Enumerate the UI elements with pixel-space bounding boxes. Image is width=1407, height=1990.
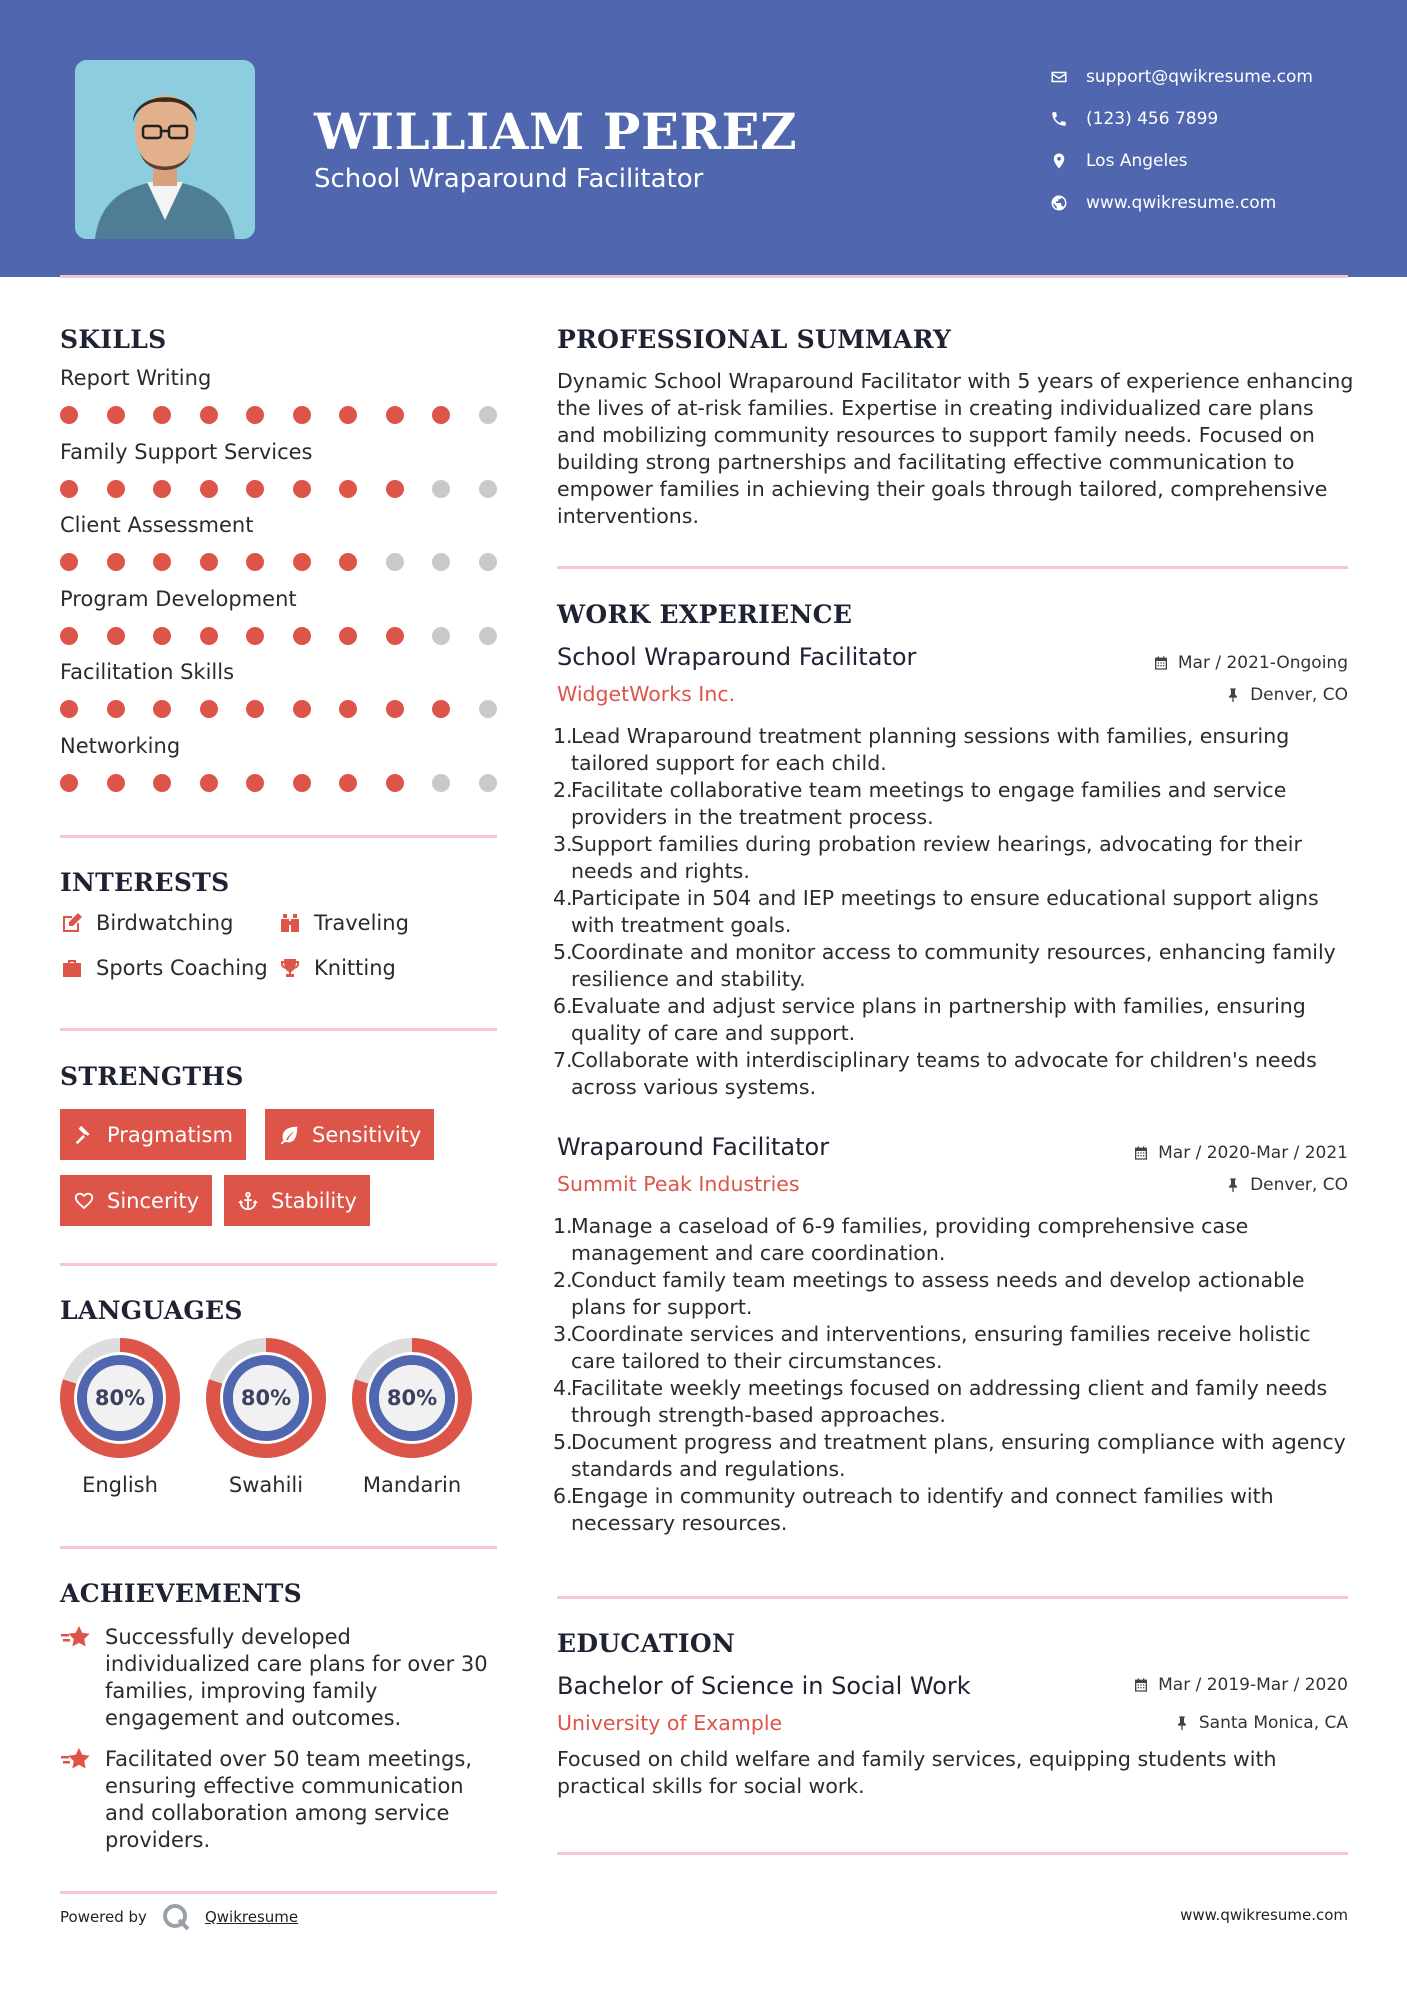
rating-dot-filled — [153, 406, 171, 424]
footer-powered-by — [60, 1902, 298, 1932]
strength-tag — [224, 1175, 370, 1226]
job-dates-text: Mar / 2021-Ongoing — [1177, 653, 1348, 673]
contact-text: www.qwikresume.com — [1086, 193, 1277, 213]
rating-dot-filled — [153, 627, 171, 645]
rating-dot-filled — [246, 627, 264, 645]
section-divider — [557, 1596, 1348, 1599]
strength-label: Pragmatism — [107, 1122, 233, 1147]
calendar-icon — [1133, 1677, 1149, 1693]
skill-rating — [60, 700, 525, 718]
item-text: Conduct family team meetings to assess needs and develop actionable plans for support. — [571, 1268, 1305, 1319]
skill-rating — [60, 774, 525, 792]
person-illustration — [75, 60, 255, 239]
rating-dot-filled — [386, 480, 404, 498]
interest-item — [60, 911, 233, 935]
experience-heading: WORK EXPERIENCE — [557, 600, 853, 629]
rating-dot-filled — [339, 553, 357, 571]
education-dates-text: Mar / 2019-Mar / 2020 — [1158, 1675, 1348, 1695]
star-award-icon — [60, 1744, 92, 1776]
rating-dot-filled — [386, 774, 404, 792]
skill-name: Facilitation Skills — [60, 660, 235, 684]
rating-dot-filled — [200, 406, 218, 424]
rating-dot-filled — [60, 480, 78, 498]
job-location — [1225, 685, 1348, 705]
anchor-icon — [237, 1190, 259, 1212]
responsibility-item — [553, 1483, 1357, 1537]
rating-dot-filled — [60, 627, 78, 645]
rating-dot-filled — [60, 700, 78, 718]
item-text: Facilitate weekly meetings focused on addressing client and family needs through strength-based approaches. — [571, 1376, 1328, 1427]
item-number: 5. — [553, 1430, 573, 1454]
job-location-text: Denver, CO — [1250, 685, 1348, 705]
rating-dot-filled — [293, 480, 311, 498]
degree-title: Bachelor of Science in Social Work — [557, 1672, 971, 1700]
phone-icon — [1050, 110, 1086, 128]
pin-icon — [1225, 1177, 1241, 1193]
item-number: 7. — [553, 1048, 573, 1072]
language-name: Mandarin — [362, 1473, 462, 1497]
profile-photo — [75, 60, 255, 239]
rating-dot-filled — [107, 774, 125, 792]
calendar-icon — [1153, 655, 1169, 671]
summary-heading: PROFESSIONAL SUMMARY — [557, 325, 952, 354]
skill-name: Family Support Services — [60, 439, 313, 464]
responsibility-item — [553, 1267, 1357, 1321]
rating-dot-filled — [293, 774, 311, 792]
education-heading: EDUCATION — [557, 1629, 736, 1658]
job-dates — [1153, 653, 1348, 673]
language-percent: 80% — [94, 1386, 146, 1410]
language-name: Swahili — [228, 1473, 304, 1497]
item-number: 3. — [553, 1322, 573, 1346]
leaf-icon — [278, 1124, 300, 1146]
heart-icon — [73, 1190, 95, 1212]
interest-item — [278, 911, 409, 935]
rating-dot-filled — [293, 627, 311, 645]
rating-dot-filled — [386, 627, 404, 645]
rating-dot-filled — [339, 700, 357, 718]
item-text: Facilitate collaborative team meetings to engage families and service providers in the treatment process. — [571, 778, 1287, 829]
rating-dot-filled — [200, 774, 218, 792]
powered-by-text: Powered by — [60, 1908, 147, 1926]
language-item — [205, 1337, 327, 1497]
rating-dot-filled — [153, 553, 171, 571]
rating-dot-filled — [432, 406, 450, 424]
skills-heading: SKILLS — [60, 325, 167, 354]
rating-dot-filled — [293, 553, 311, 571]
item-number: 2. — [553, 778, 573, 802]
item-number: 3. — [553, 832, 573, 856]
responsibility-item — [553, 993, 1357, 1047]
interest-label: Sports Coaching — [96, 956, 268, 980]
contact-phone[interactable] — [1050, 98, 1390, 140]
school-name: University of Example — [557, 1711, 783, 1735]
strength-label: Sincerity — [107, 1188, 200, 1213]
language-item — [351, 1337, 473, 1497]
responsibility-item — [553, 939, 1357, 993]
rating-dot-filled — [386, 406, 404, 424]
interest-label: Knitting — [314, 956, 396, 980]
responsibility-item — [553, 1321, 1357, 1375]
skill-rating — [60, 480, 525, 498]
item-number: 1. — [553, 1214, 573, 1238]
rating-dot-filled — [339, 406, 357, 424]
rating-dot-filled — [246, 480, 264, 498]
rating-dot-filled — [200, 480, 218, 498]
qwikresume-link[interactable]: Qwikresume — [204, 1908, 299, 1926]
rating-dot-filled — [200, 553, 218, 571]
achievement-text: Successfully developed individualized care plans for over 30 families, improving family engagement and outcomes. — [105, 1625, 488, 1730]
language-name: English — [82, 1473, 158, 1497]
skill-name: Report Writing — [60, 366, 212, 390]
interest-label: Birdwatching — [96, 911, 234, 935]
job-title: Wraparound Facilitator — [557, 1133, 830, 1161]
rating-dot-empty — [479, 480, 497, 498]
rating-dot-filled — [153, 700, 171, 718]
strength-tag — [60, 1175, 212, 1226]
rating-dot-filled — [293, 406, 311, 424]
item-text: Coordinate services and interventions, ensuring families receive holistic care tailored to their circumstances. — [571, 1322, 1311, 1373]
section-divider — [60, 1028, 497, 1031]
qwikresume-logo-icon — [161, 1902, 191, 1932]
rating-dot-filled — [200, 700, 218, 718]
strengths-heading: STRENGTHS — [60, 1062, 244, 1091]
section-divider — [557, 566, 1348, 569]
responsibility-item — [553, 885, 1357, 939]
achievement-item — [60, 1624, 500, 1732]
responsibility-item — [553, 1429, 1357, 1483]
rating-dot-filled — [107, 700, 125, 718]
item-text: Collaborate with interdisciplinary teams to advocate for children's needs across various systems. — [571, 1048, 1317, 1099]
item-number: 6. — [553, 1484, 573, 1508]
resume-header — [0, 0, 1407, 277]
trophy-icon — [278, 956, 302, 980]
binoculars-icon — [278, 911, 302, 935]
job-dates-text: Mar / 2020-Mar / 2021 — [1158, 1143, 1348, 1163]
job-responsibilities — [553, 1213, 1357, 1537]
rating-dot-filled — [339, 627, 357, 645]
job-dates — [1133, 1143, 1348, 1163]
item-number: 4. — [553, 886, 573, 910]
contact-location — [1050, 140, 1390, 182]
language-percent: 80% — [240, 1386, 292, 1410]
responsibility-item — [553, 831, 1357, 885]
rating-dot-filled — [107, 406, 125, 424]
star-award-icon — [60, 1622, 92, 1654]
calendar-icon — [1133, 1145, 1149, 1161]
header-divider — [60, 275, 1348, 278]
company-name: Summit Peak Industries — [557, 1172, 800, 1196]
responsibility-item — [553, 1213, 1357, 1267]
skill-rating — [60, 627, 525, 645]
candidate-name: WILLIAM PEREZ — [314, 102, 798, 161]
item-number: 6. — [553, 994, 573, 1018]
rating-dot-filled — [386, 700, 404, 718]
summary-text: Dynamic School Wraparound Facilitator with 5 years of experience enhancing the lives of at-risk families. Expertise in creating individualized care plans and mobilizing community resources to support family needs. Focused on building strong partnerships and facilitating effective communication to empower families in achieving their goals through tailored, comprehensive interventions. — [557, 369, 1354, 528]
contact-text: (123) 456 7899 — [1086, 109, 1219, 129]
item-number: 4. — [553, 1376, 573, 1400]
achievement-item — [60, 1746, 500, 1854]
edit-icon — [60, 911, 84, 935]
globe-icon — [1050, 194, 1086, 212]
skill-rating — [60, 406, 525, 424]
mail-icon — [1050, 68, 1086, 86]
job-responsibilities — [553, 723, 1357, 1101]
education-location — [1174, 1713, 1348, 1733]
job-title: School Wraparound Facilitator — [557, 643, 917, 671]
rating-dot-filled — [200, 627, 218, 645]
skill-rating — [60, 553, 525, 571]
item-number: 1. — [553, 724, 573, 748]
skill-name: Networking — [60, 733, 181, 758]
rating-dot-filled — [60, 553, 78, 571]
interests-heading: INTERESTS — [60, 868, 230, 897]
job-location-text: Denver, CO — [1250, 1175, 1348, 1195]
education-text: Focused on child welfare and family services, equipping students with practical skills for social work. — [557, 1747, 1277, 1798]
contact-website[interactable] — [1050, 182, 1390, 224]
strength-label: Sensitivity — [312, 1122, 422, 1147]
item-text: Evaluate and adjust service plans in partnership with families, ensuring quality of care and support. — [571, 994, 1306, 1045]
rating-dot-empty — [479, 774, 497, 792]
candidate-role: School Wraparound Facilitator — [314, 164, 704, 194]
rating-dot-filled — [107, 480, 125, 498]
rating-dot-empty — [479, 553, 497, 571]
responsibility-item — [553, 1375, 1357, 1429]
section-divider — [60, 1546, 497, 1549]
interest-label: Traveling — [314, 911, 409, 935]
achievements-heading: ACHIEVEMENTS — [60, 1579, 302, 1608]
job-location — [1225, 1175, 1348, 1195]
strength-tag — [265, 1109, 434, 1160]
item-text: Lead Wraparound treatment planning sessions with families, ensuring tailored support for each child. — [571, 724, 1290, 775]
rating-dot-filled — [60, 406, 78, 424]
item-number: 2. — [553, 1268, 573, 1292]
item-text: Manage a caseload of 6-9 families, providing comprehensive case management and care coordination. — [571, 1214, 1249, 1265]
achievement-text: Facilitated over 50 team meetings, ensuring effective communication and collaboration among service providers. — [105, 1747, 473, 1852]
rating-dot-filled — [246, 700, 264, 718]
rating-dot-empty — [386, 553, 404, 571]
item-text: Participate in 504 and IEP meetings to ensure educational support aligns with treatment goals. — [571, 886, 1319, 937]
rating-dot-empty — [432, 774, 450, 792]
rating-dot-filled — [60, 774, 78, 792]
strength-tag — [60, 1109, 246, 1160]
rating-dot-filled — [246, 406, 264, 424]
rating-dot-filled — [339, 774, 357, 792]
rating-dot-filled — [339, 480, 357, 498]
item-text: Support families during probation review hearings, advocating for their needs and rights. — [571, 832, 1302, 883]
item-number: 5. — [553, 940, 573, 964]
rating-dot-filled — [153, 480, 171, 498]
briefcase-icon — [60, 956, 84, 980]
strength-label: Stability — [271, 1188, 357, 1213]
responsibility-item — [553, 1047, 1357, 1101]
rating-dot-filled — [107, 627, 125, 645]
section-divider — [60, 835, 497, 838]
section-divider — [557, 1852, 1348, 1855]
contact-email[interactable] — [1050, 56, 1390, 98]
item-text: Document progress and treatment plans, ensuring compliance with agency standards and regulations. — [571, 1430, 1346, 1481]
responsibility-item — [553, 777, 1357, 831]
section-divider — [60, 1263, 497, 1266]
language-percent: 80% — [386, 1386, 438, 1410]
company-name: WidgetWorks Inc. — [557, 682, 736, 706]
education-dates — [1133, 1675, 1348, 1695]
interest-item — [278, 956, 396, 980]
rating-dot-filled — [153, 774, 171, 792]
rating-dot-empty — [432, 553, 450, 571]
responsibility-item — [553, 723, 1357, 777]
location-pin-icon — [1050, 152, 1086, 170]
rating-dot-filled — [246, 553, 264, 571]
rating-dot-filled — [293, 700, 311, 718]
contact-text: Los Angeles — [1086, 151, 1188, 171]
skill-name: Program Development — [60, 586, 297, 611]
rating-dot-empty — [432, 480, 450, 498]
rating-dot-empty — [479, 700, 497, 718]
rating-dot-empty — [479, 627, 497, 645]
language-item — [59, 1337, 181, 1497]
item-text: Engage in community outreach to identify and connect families with necessary resources. — [571, 1484, 1274, 1535]
item-text: Coordinate and monitor access to community resources, enhancing family resilience and stability. — [571, 940, 1336, 991]
section-divider — [60, 1891, 497, 1894]
rating-dot-empty — [432, 627, 450, 645]
interest-item — [60, 956, 268, 980]
gavel-icon — [73, 1124, 95, 1146]
education-location-text: Santa Monica, CA — [1198, 1713, 1348, 1733]
languages-heading: LANGUAGES — [60, 1296, 243, 1325]
contact-list — [1050, 56, 1390, 224]
rating-dot-filled — [432, 700, 450, 718]
footer-website-link[interactable]: www.qwikresume.com — [1180, 1906, 1348, 1924]
rating-dot-filled — [246, 774, 264, 792]
pin-icon — [1174, 1715, 1190, 1731]
rating-dot-filled — [107, 553, 125, 571]
contact-text: support@qwikresume.com — [1086, 67, 1313, 87]
pin-icon — [1225, 687, 1241, 703]
rating-dot-empty — [479, 406, 497, 424]
skill-name: Client Assessment — [60, 513, 254, 537]
